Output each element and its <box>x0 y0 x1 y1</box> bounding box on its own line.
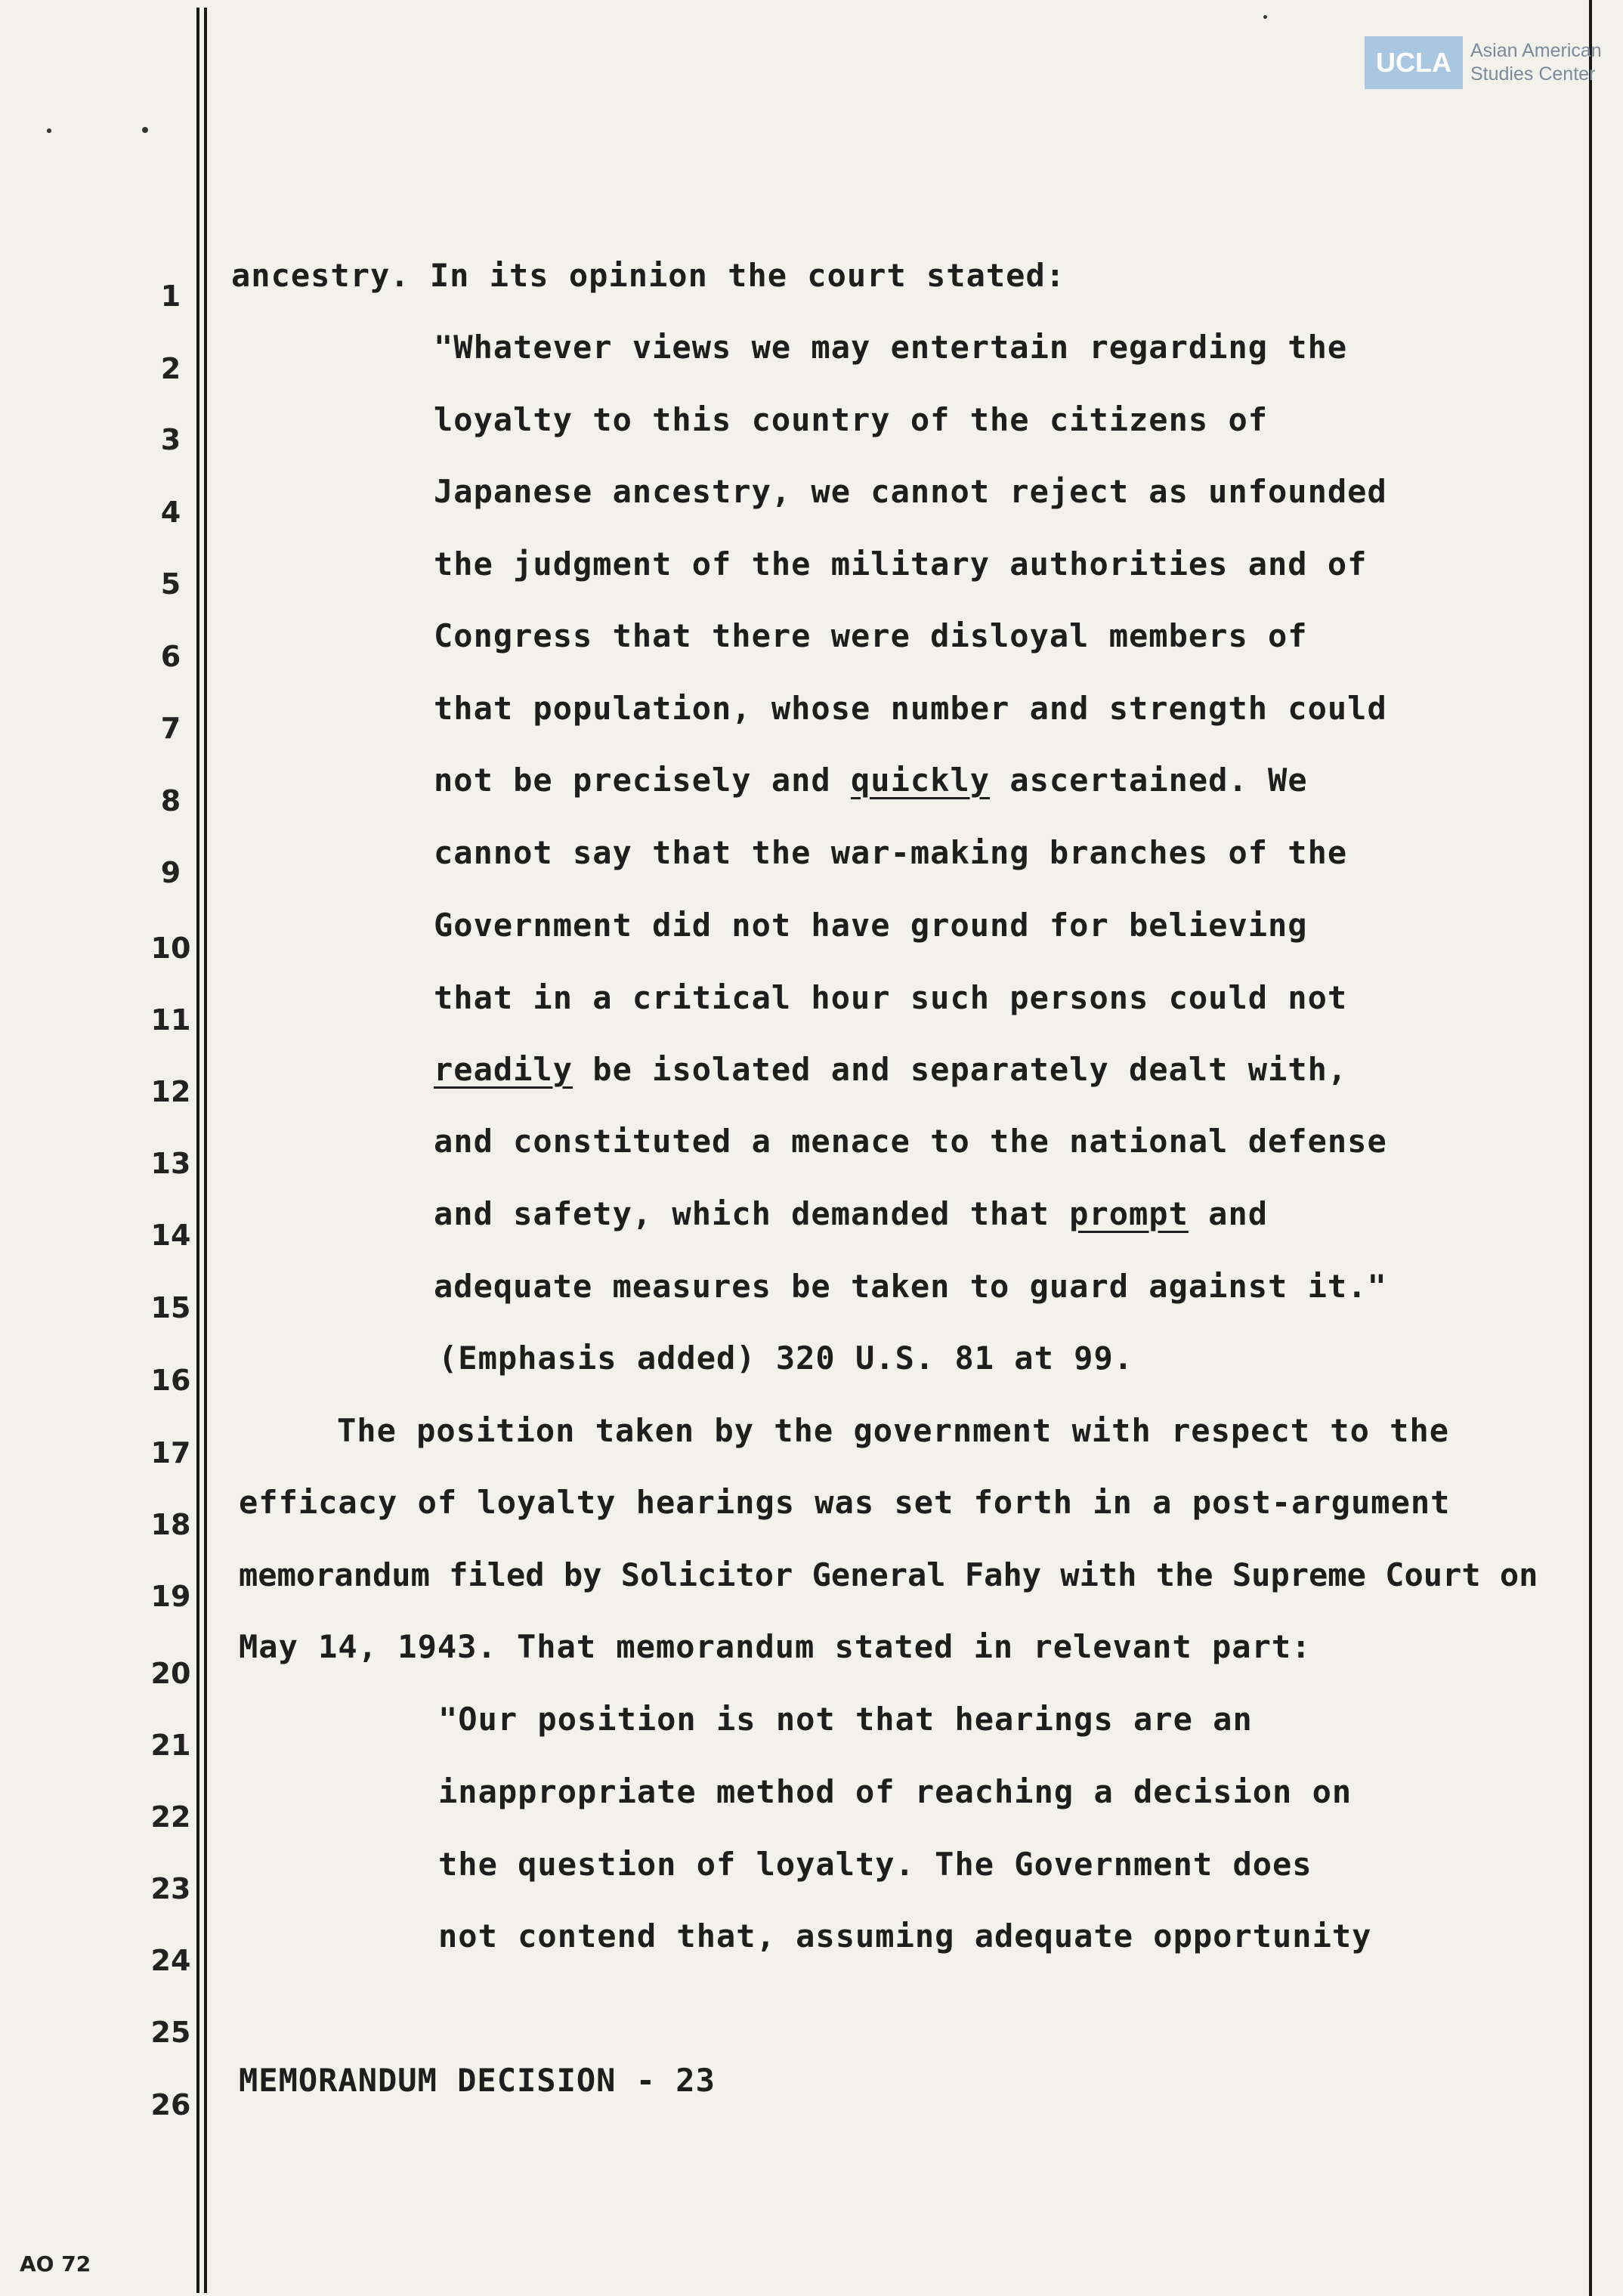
quote-line: the question of loyalty. The Government does <box>438 1846 1312 1883</box>
quote-line: and constituted a menace to the national defense <box>434 1123 1387 1160</box>
left-margin-rule-inner <box>204 8 207 2293</box>
paper-speck <box>142 127 148 133</box>
line-number: 10 <box>150 932 191 965</box>
line-number: 1 <box>160 280 181 313</box>
form-code: AO 72 <box>20 2251 91 2276</box>
watermark-org-name: Asian American Studies Center <box>1470 40 1602 85</box>
quote-line: that in a critical hour such persons could not <box>434 979 1348 1016</box>
paper-speck <box>1263 15 1267 19</box>
line-number: 15 <box>150 1291 191 1324</box>
line-number: 23 <box>150 1872 191 1905</box>
line-number: 5 <box>160 567 181 601</box>
quote-line: that population, whose number and strength could <box>434 690 1387 727</box>
quote-line: not be precisely and quickly ascertained. We <box>434 762 1308 799</box>
right-margin-rule <box>1589 0 1592 2296</box>
line-number: 3 <box>160 423 181 456</box>
ucla-logo: UCLA <box>1365 36 1463 89</box>
emphasis-readily: readily <box>434 1051 573 1088</box>
line-number: 13 <box>150 1147 191 1180</box>
quote-line: Japanese ancestry, we cannot reject as unfounded <box>434 473 1387 510</box>
quote-line: Congress that there were disloyal members of <box>434 617 1308 654</box>
line-number: 7 <box>160 712 181 745</box>
body-line: May 14, 1943. That memorandum stated in relevant part: <box>239 1628 1312 1665</box>
line-number: 17 <box>150 1436 191 1469</box>
line-number: 24 <box>150 1944 191 1977</box>
line-number: 26 <box>150 2088 191 2121</box>
quote-line: inappropriate method of reaching a decision on <box>438 1773 1352 1810</box>
line-number: 4 <box>160 496 181 529</box>
quote-line: cannot say that the war-making branches of the <box>434 834 1348 871</box>
line-number: 20 <box>150 1657 191 1690</box>
line-number: 14 <box>150 1219 191 1252</box>
quote-line: "Our position is not that hearings are an <box>438 1701 1253 1738</box>
emphasis-prompt: prompt <box>1069 1195 1189 1232</box>
line-number: 22 <box>150 1800 191 1834</box>
body-line: memorandum filed by Solicitor General Fahy with the Supreme Court on <box>239 1556 1538 1593</box>
emphasis-quickly: quickly <box>851 762 991 799</box>
body-line: The position taken by the government with respect to the <box>337 1412 1450 1449</box>
line-number: 19 <box>150 1580 191 1613</box>
quote-line: readily be isolated and separately dealt with, <box>434 1051 1348 1088</box>
quote-line: the judgment of the military authorities and of <box>434 545 1368 582</box>
citation-line: (Emphasis added) 320 U.S. 81 at 99. <box>438 1340 1134 1377</box>
line-number: 6 <box>160 640 181 673</box>
quote-line: adequate measures be taken to guard against it." <box>434 1268 1387 1305</box>
line-number: 21 <box>150 1729 191 1762</box>
ucla-watermark <box>1365 36 1602 89</box>
quote-line: Government did not have ground for believing <box>434 907 1308 944</box>
line-number: 18 <box>150 1508 191 1541</box>
body-line: efficacy of loyalty hearings was set forth in a post-argument <box>239 1484 1451 1521</box>
line-number: 25 <box>150 2016 191 2049</box>
page-footer: MEMORANDUM DECISION - 23 <box>239 2062 716 2099</box>
quote-line: and safety, which demanded that prompt and <box>434 1195 1269 1232</box>
line-number: 9 <box>160 856 181 889</box>
line-number: 8 <box>160 784 181 817</box>
quote-line: "Whatever views we may entertain regarding the <box>434 329 1348 366</box>
line-number: 16 <box>150 1364 191 1397</box>
line-number: 11 <box>150 1003 191 1037</box>
quote-line: not contend that, assuming adequate opportunity <box>438 1917 1372 1955</box>
paper-speck <box>47 128 51 133</box>
body-line: ancestry. In its opinion the court stated: <box>231 257 1066 294</box>
line-number: 12 <box>150 1075 191 1108</box>
left-margin-rule-outer <box>196 8 199 2293</box>
quote-line: loyalty to this country of the citizens of <box>434 401 1269 438</box>
line-number: 2 <box>160 352 181 385</box>
